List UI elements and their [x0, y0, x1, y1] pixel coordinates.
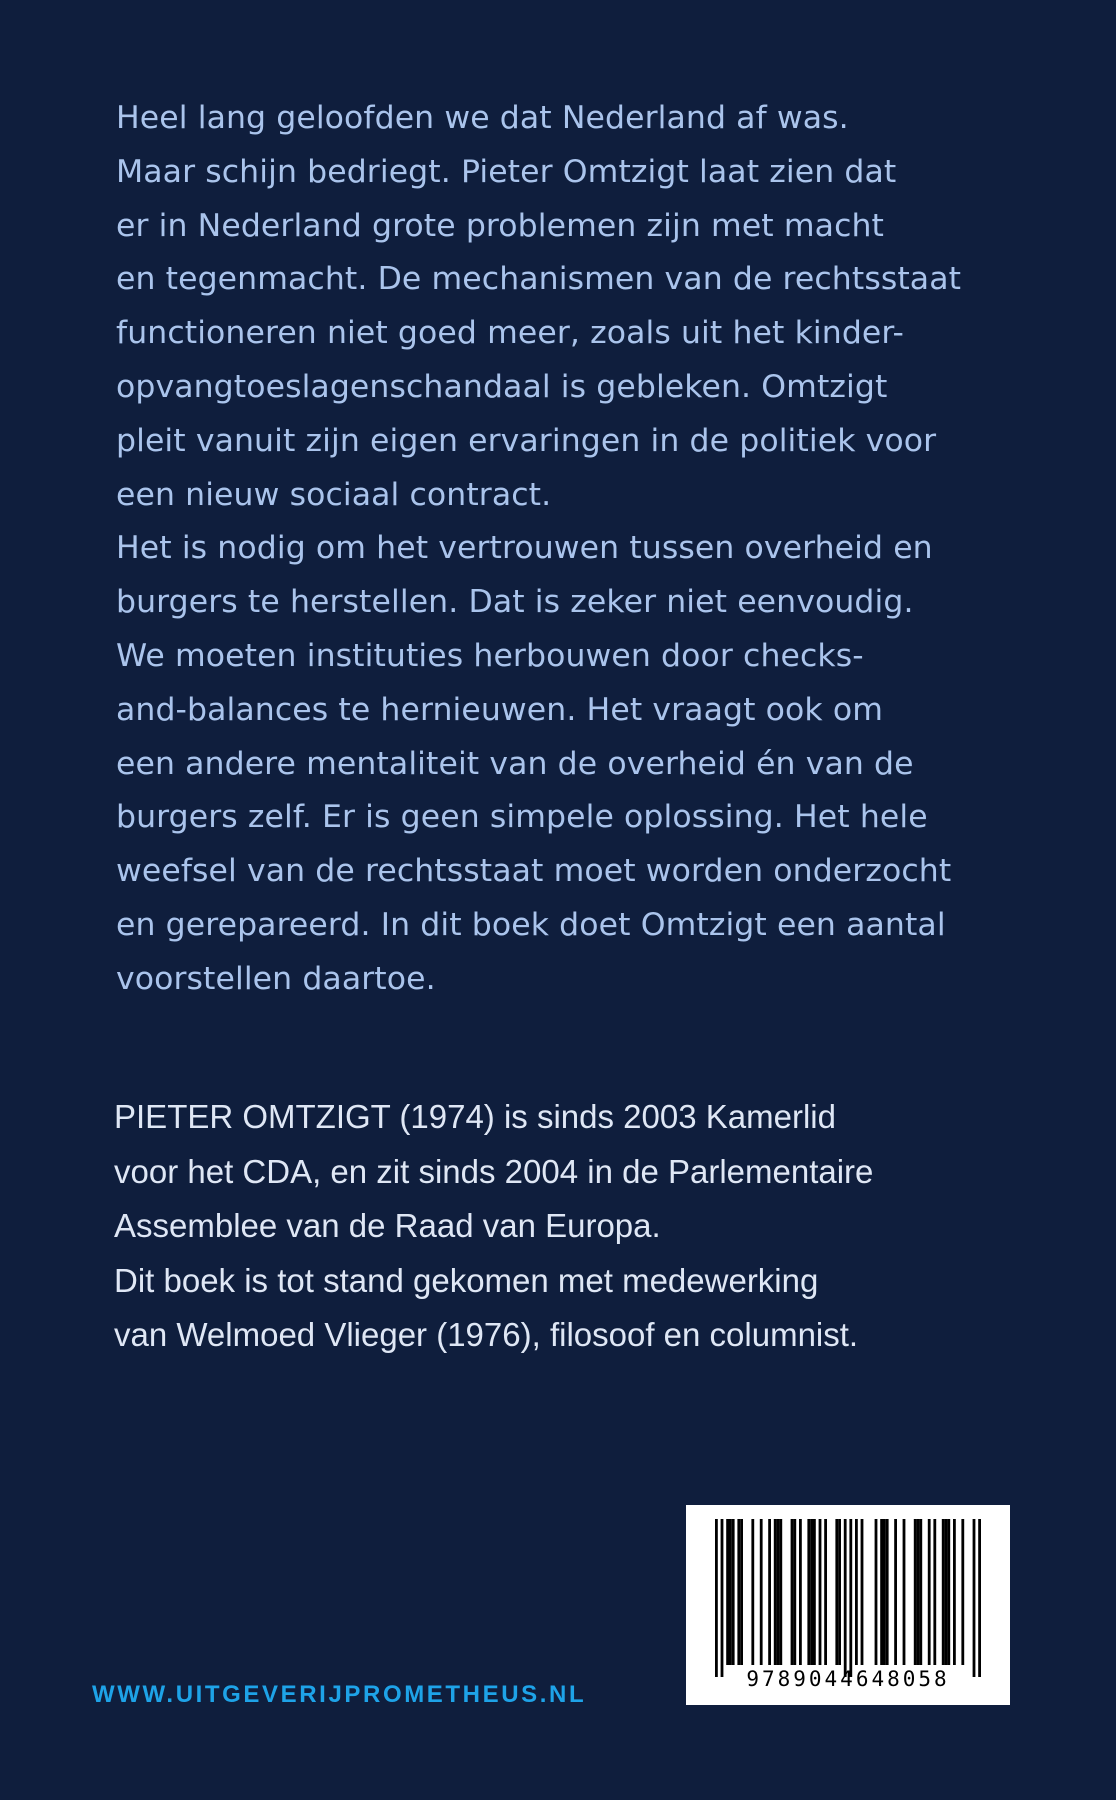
isbn-barcode — [686, 1505, 1010, 1705]
blurb-line: functioneren niet goed meer, zoals uit het kinder- — [116, 315, 904, 352]
barcode-bar — [810, 1519, 813, 1665]
barcode-bar — [760, 1519, 763, 1665]
author-bio-line: PIETER OMTZIGT (1974) is sinds 2003 Kamerlid — [114, 1098, 836, 1135]
barcode-bar — [740, 1519, 743, 1665]
barcode-bar — [917, 1519, 920, 1665]
barcode-bar — [799, 1519, 802, 1665]
barcode-bar — [774, 1519, 777, 1665]
barcode-bar — [844, 1519, 847, 1677]
barcode-bar — [894, 1519, 897, 1665]
barcode-bar — [880, 1519, 883, 1665]
barcode-bar — [903, 1519, 906, 1665]
barcode-bar — [824, 1519, 827, 1665]
barcode-bar — [732, 1519, 735, 1665]
isbn-number: 9789044648058 — [746, 1667, 950, 1691]
barcode-bar — [914, 1519, 917, 1665]
barcode-bar — [953, 1519, 956, 1665]
barcode-bar — [779, 1519, 782, 1665]
blurb-line: weefsel van de rechtsstaat moet worden onderzocht — [116, 853, 952, 890]
barcode-bar — [961, 1519, 964, 1665]
blurb-line: en tegenmacht. De mechanismen van de rechtsstaat — [116, 261, 962, 298]
barcode-bar — [886, 1519, 889, 1665]
barcode-bar — [813, 1519, 816, 1665]
blurb-line: Maar schijn bedriegt. Pieter Omtzigt laat zien dat — [116, 153, 897, 190]
blurb-line: pleit vanuit zijn eigen ervaringen in de politiek voor — [116, 422, 937, 459]
blurb-line: We moeten instituties herbouwen door checks- — [116, 637, 864, 674]
blurb-line: er in Nederland grote problemen zijn met macht — [116, 207, 884, 244]
barcode-bar — [928, 1519, 931, 1665]
author-bio-line: Dit boek is tot stand gekomen met medewerking — [114, 1261, 819, 1299]
barcode-bar — [945, 1519, 948, 1665]
author-bio-line: van Welmoed Vlieger (1976), filosoof en columnist. — [114, 1316, 859, 1353]
barcode-bar — [819, 1519, 822, 1665]
publisher-website-link[interactable]: WWW.UITGEVERIJPROMETHEUS.NL — [92, 1681, 587, 1708]
blurb-line: voorstellen daartoe. — [116, 960, 436, 997]
barcode-bar — [973, 1519, 976, 1677]
barcode-bar — [835, 1519, 838, 1665]
barcode-bar — [838, 1519, 841, 1665]
barcode-bar — [729, 1519, 732, 1665]
barcode-bar — [807, 1519, 810, 1665]
author-bio — [114, 1090, 1014, 1363]
barcode-bar — [751, 1519, 754, 1665]
author-bio-line: Assemblee van de Raad van Europa. — [114, 1207, 661, 1244]
blurb-line: opvangtoeslagenschandaal is gebleken. Omtzigt — [116, 368, 888, 405]
barcode-bar — [849, 1519, 852, 1677]
barcode-bar — [726, 1519, 729, 1665]
barcode-bar — [737, 1519, 740, 1665]
barcode-bar — [855, 1519, 858, 1665]
barcode-bar — [777, 1519, 780, 1665]
blurb-line: burgers te herstellen. Dat is zeker niet eenvoudig. — [116, 584, 914, 621]
blurb-line: en gerepareerd. In dit boek doet Omtzigt een aantal — [116, 906, 946, 943]
blurb-text — [116, 92, 1016, 1007]
barcode-bar — [947, 1519, 950, 1665]
blurb-line: Het is nodig om het vertrouwen tussen overheid en — [116, 530, 933, 567]
blurb-line: een andere mentaliteit van de overheid én van de — [116, 745, 914, 782]
blurb-line: Heel lang geloofden we dat Nederland af was. — [116, 100, 849, 136]
barcode-bar — [768, 1519, 771, 1665]
author-bio-line: voor het CDA, en zit sinds 2004 in de Parlementaire — [114, 1152, 874, 1190]
barcode-bar — [721, 1519, 724, 1677]
barcode-bar — [875, 1519, 878, 1665]
barcode-bar — [919, 1519, 922, 1665]
barcode-bar — [793, 1519, 796, 1665]
blurb-line: burgers zelf. Er is geen simpele oplossing. Het hele — [116, 799, 928, 836]
barcode-bar — [933, 1519, 936, 1665]
barcode-bar — [791, 1519, 794, 1665]
blurb-line: and-balances te hernieuwen. Het vraagt ook om — [116, 691, 883, 728]
barcode-bar — [978, 1519, 981, 1677]
blurb-line: een nieuw sociaal contract. — [116, 476, 552, 513]
barcode-bar — [942, 1519, 945, 1665]
barcode-bar — [861, 1519, 864, 1665]
barcode-bar — [715, 1519, 718, 1677]
barcode-bar — [883, 1519, 886, 1665]
